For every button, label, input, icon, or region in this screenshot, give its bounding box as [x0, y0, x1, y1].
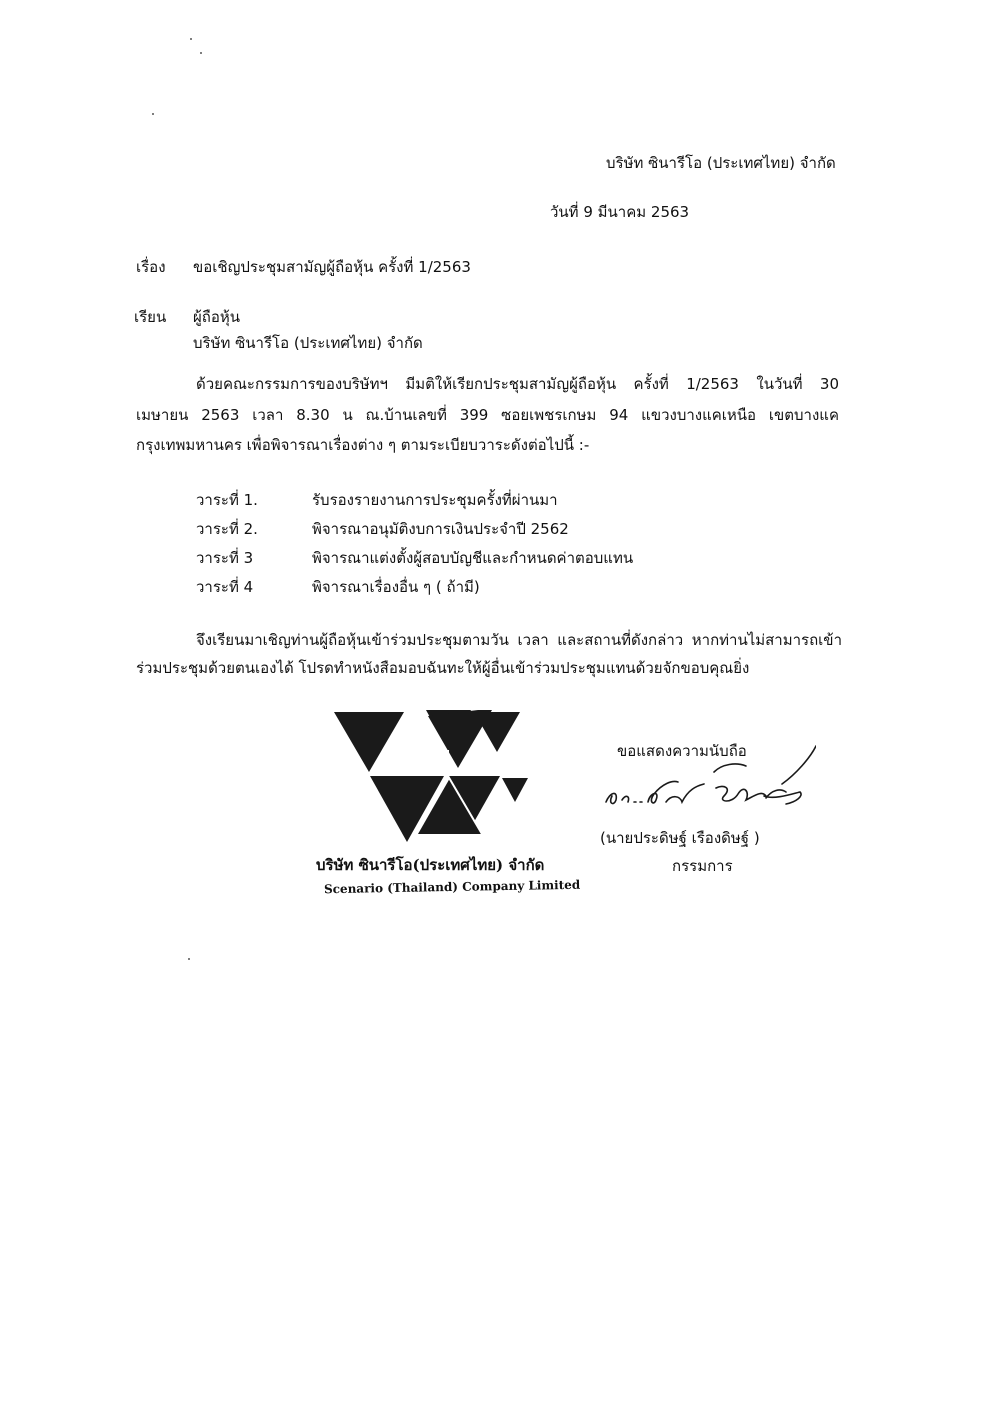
logo-company-name-th: บริษัท ซินารีโอ(ประเทศไทย) จำกัด: [316, 856, 545, 874]
subject-text: ขอเชิญประชุมสามัญผู้ถือหุ้น ครั้งที่ 1/2563: [193, 258, 471, 276]
agenda-text: พิจารณาแต่งตั้งผู้สอบบัญชีและกำหนดค่าตอบแทน: [312, 549, 634, 567]
paragraph-1-line-3: กรุงเทพมหานคร เพื่อพิจารณาเรื่องต่าง ๆ ตามระเบียบวาระดังต่อไปนี้ :-: [136, 436, 590, 454]
letter-date: วันที่ 9 มีนาคม 2563: [550, 203, 690, 221]
agenda-text: รับรองรายงานการประชุมครั้งที่ผ่านมา: [312, 491, 558, 509]
scan-speck: [200, 52, 202, 54]
paragraph-2-line-1: จึงเรียนมาเชิญท่านผู้ถือหุ้นเข้าร่วมประชุมตามวัน เวลา และสถานที่ดังกล่าว หากท่านไม่สามารถเข้า: [196, 631, 842, 649]
recipient-line-1: ผู้ถือหุ้น: [193, 308, 241, 326]
agenda-text: พิจารณาเรื่องอื่น ๆ ( ถ้ามี): [312, 578, 480, 596]
agenda-label: วาระที่ 1.: [196, 491, 258, 509]
triangle-hexagon-logo-icon: [332, 704, 528, 850]
paragraph-1-line-2: เมษายน 2563 เวลา 8.30 น ณ.บ้านเลขที่ 399 ซอยเพชรเกษม 94 แขวงบางแคเหนือ เขตบางแค: [136, 406, 839, 424]
scan-speck: [152, 113, 154, 115]
logo-company-name-en: Scenario (Thailand) Company Limited: [323, 877, 581, 897]
subject-label: เรื่อง: [136, 258, 166, 276]
agenda-label: วาระที่ 4: [196, 578, 254, 596]
scan-speck: [188, 958, 190, 960]
closing-regards: ขอแสดงความนับถือ: [617, 742, 747, 760]
company-header: บริษัท ซินารีโอ (ประเทศไทย) จำกัด: [606, 154, 836, 172]
signer-name: (นายประดิษฐ์ เรืองดิษฐ์ ): [600, 829, 760, 847]
scan-speck: [190, 38, 192, 40]
agenda-label: วาระที่ 3: [196, 549, 254, 567]
handwritten-signature-icon: [596, 744, 816, 824]
agenda-text: พิจารณาอนุมัติงบการเงินประจำปี 2562: [312, 520, 569, 538]
recipient-label: เรียน: [134, 308, 167, 326]
paragraph-2-line-2: ร่วมประชุมด้วยตนเองได้ โปรดทำหนังสือมอบฉันทะให้ผู้อื่นเข้าร่วมประชุมแทนด้วยจักขอบคุณยิ่ง: [136, 659, 750, 677]
paragraph-1-line-1: ด้วยคณะกรรมการของบริษัทฯ มีมติให้เรียกประชุมสามัญผู้ถือหุ้น ครั้งที่ 1/2563 ในวันที่ 30: [196, 375, 839, 393]
recipient-line-2: บริษัท ซินารีโอ (ประเทศไทย) จำกัด: [193, 334, 423, 352]
agenda-label: วาระที่ 2.: [196, 520, 258, 538]
signer-position: กรรมการ: [672, 857, 733, 875]
